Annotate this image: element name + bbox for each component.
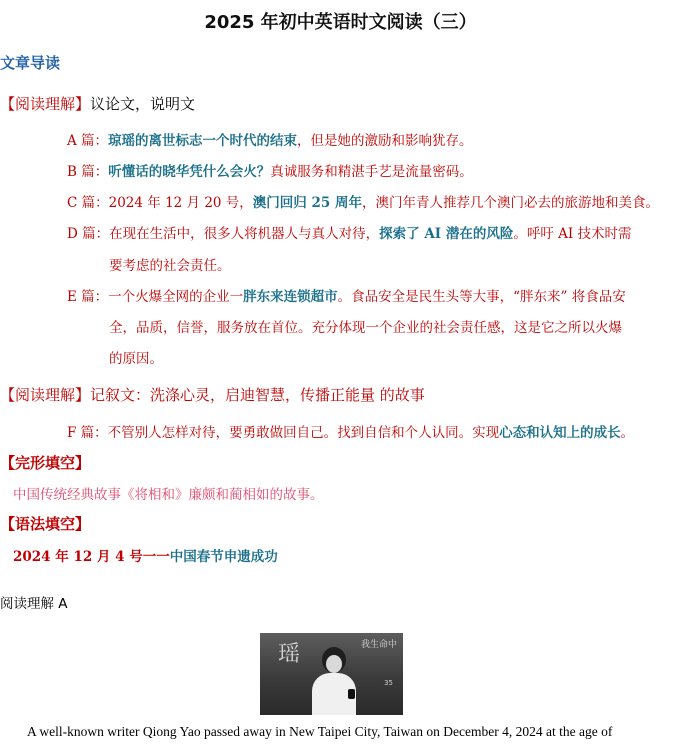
reading-bracket: 【阅读理解】: [0, 95, 91, 113]
passage-label: A 篇：: [67, 133, 109, 149]
passage-highlight: 探索了 AI 潜在的风险: [379, 226, 514, 242]
microphone-icon: [348, 689, 355, 699]
passage-text: 真诚服务和精湛手艺是流量密码。: [270, 164, 473, 180]
person-figure: [312, 647, 356, 715]
grammar-date: 2024 年 12 月 4 号一一: [13, 549, 170, 565]
grammar-highlight: 中国春节申遗成功: [169, 549, 278, 565]
passage-text: 一个火爆全网的企业一: [108, 289, 244, 305]
passage-text: 。呼吁 AI 技术时需: [513, 226, 632, 242]
guide-heading: 文章导读: [0, 54, 61, 72]
passage-text: 。食品安全是民生头等大事，“胖东来” 将食品安: [337, 289, 626, 305]
passage-f: [67, 421, 634, 441]
passage-e-line3: 的原因。: [109, 351, 163, 367]
reading-genre: 记叙文：洗涤心灵，启迪智慧，传播正能量 的故事: [90, 386, 425, 404]
passage-d-line2: 要考虑的社会责任。: [109, 258, 231, 274]
grammar-heading: 【语法填空】: [0, 515, 91, 533]
article-photo: [260, 633, 403, 715]
passage-text: 不管别人怎样对待，要勇敢做回自己。找到自信和个人认同。实现: [107, 425, 500, 441]
photo-char: 瑶: [278, 642, 301, 667]
passage-text: 2024 年 12 月 20 号，: [108, 195, 253, 211]
passage-label: C 篇：: [67, 195, 109, 211]
passage-label: F 篇：: [67, 425, 108, 441]
cloze-text: 中国传统经典故事《将相和》廉颇和蔺相如的故事。: [13, 487, 324, 503]
grammar-text: [13, 545, 278, 565]
passage-label: B 篇：: [67, 164, 109, 180]
photo-number: 35: [384, 679, 393, 687]
page-title: 2025 年初中英语时文阅读（三）: [204, 12, 477, 33]
passage-text: 。: [620, 425, 635, 441]
photo-caption: 我生命中: [360, 640, 397, 650]
passage-highlight: 澳门回归 25 周年: [252, 195, 362, 211]
passage-label: D 篇：: [67, 226, 110, 242]
passage-highlight: 胖东来连锁超市: [243, 289, 338, 305]
reading-section-header-2: [0, 384, 425, 405]
reading-bracket: 【阅读理解】: [0, 386, 91, 404]
reading-section-header: [0, 93, 195, 114]
section-a-label: 阅读理解 A: [0, 596, 68, 612]
article-first-line: A well-known writer Qiong Yao passed away in New Taipei City, Taiwan on December 4, 2024 at the age of: [27, 724, 613, 739]
passage-highlight: 心态和认知上的成长: [499, 425, 621, 441]
passage-highlight: 琼瑶的离世标志一个时代的结束: [108, 133, 298, 149]
passage-highlight: 听懂话的晓华凭什么会火？: [108, 164, 271, 180]
passage-a: [67, 129, 473, 149]
passage-label: E 篇：: [67, 289, 109, 305]
passage-e: [67, 285, 626, 305]
passage-b: [67, 160, 473, 180]
passage-e-line2: 全，品质，信誉，服务放在首位。充分体现一个企业的社会责任感，这是它之所以火爆: [109, 320, 622, 336]
passage-text: ，澳门年青人推荐几个澳门必去的旅游地和美食。: [361, 195, 659, 211]
passage-text: 在现在生活中，很多人将机器人与真人对待，: [109, 226, 380, 242]
passage-c: [67, 191, 659, 211]
cloze-heading: 【完形填空】: [0, 454, 91, 472]
passage-d: [67, 222, 632, 242]
reading-genre: 议论文，说明文: [90, 95, 196, 113]
passage-text: ，但是她的激励和影响犹存。: [297, 133, 473, 149]
